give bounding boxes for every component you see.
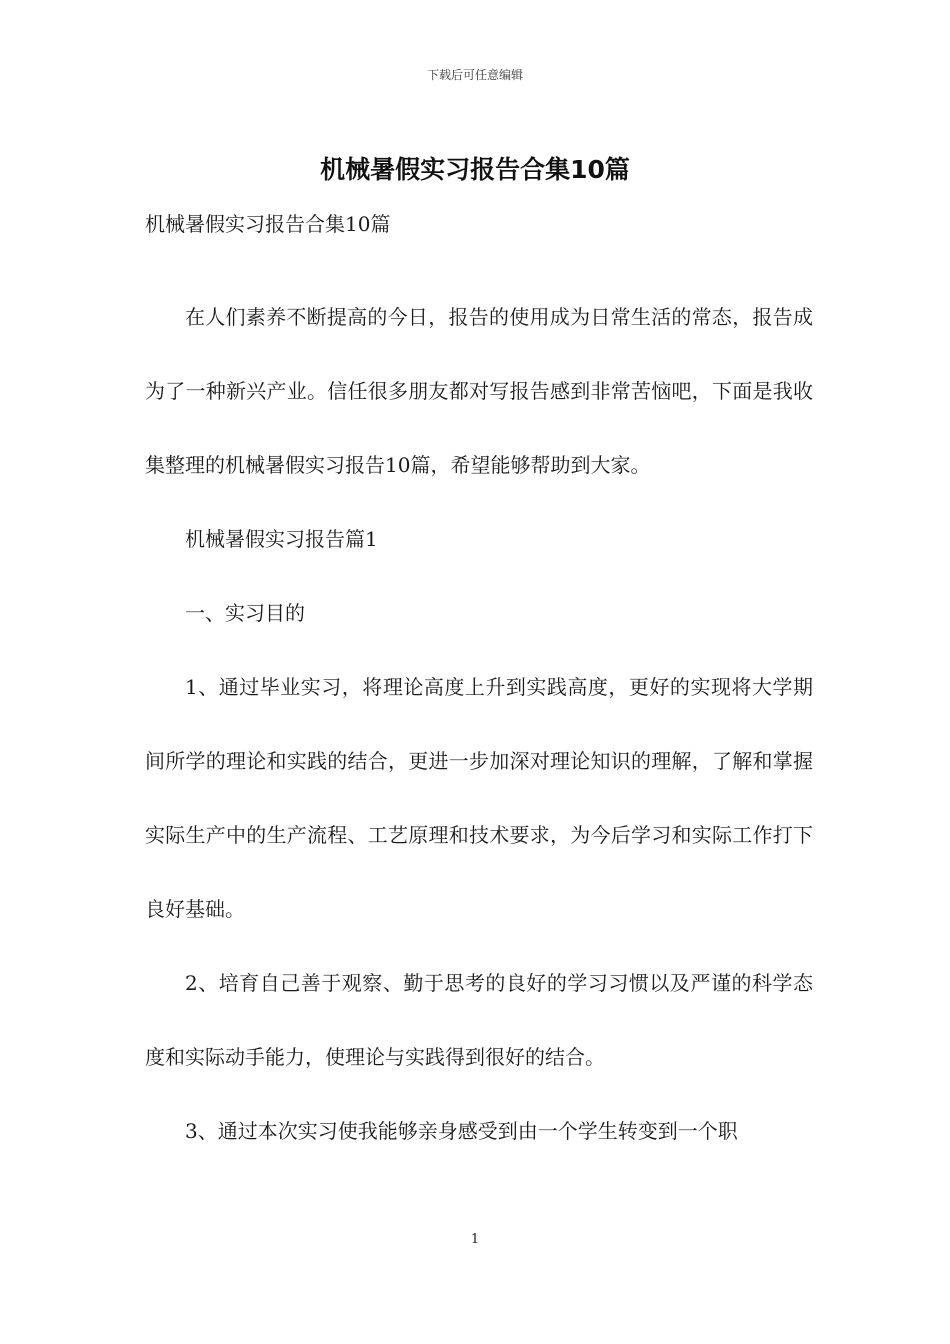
page-number: 1 [470, 1232, 480, 1247]
paragraph-item-2: 2、培育自己善于观察、勤于思考的良好的学习习惯以及严谨的科学态度和实际动手能力，使理论与实践得到很好的结合。 [145, 971, 813, 1069]
document-subtitle: 机械暑假实习报告合集10篇 [145, 212, 391, 236]
document-title: 机械暑假实习报告合集10篇 [320, 155, 630, 184]
section-heading: 机械暑假实习报告篇1 [185, 527, 378, 551]
header-note: 下载后可任意编辑 [426, 68, 523, 82]
paragraph-intro: 在人们素养不断提高的今日，报告的使用成为日常生活的常态，报告成为了一种新兴产业。信任很多朋友都对写报告感到非常苦恼吧，下面是我收集整理的机械暑假实习报告10篇，希望能够帮助到大家。 [145, 305, 813, 477]
subsection-heading: 一、实习目的 [185, 601, 305, 625]
document-body [145, 206, 813, 1168]
paragraph-item-3: 3、通过本次实习使我能够亲身感受到由一个学生转变到一个职 [185, 1119, 738, 1143]
paragraph-item-1: 1、通过毕业实习，将理论高度上升到实践高度，更好的实现将大学期间所学的理论和实践的结合，更进一步加深对理论知识的理解，了解和掌握实际生产中的生产流程、工艺原理和技术要求，为今后学习和实际工作打下良好基础。 [145, 675, 813, 921]
